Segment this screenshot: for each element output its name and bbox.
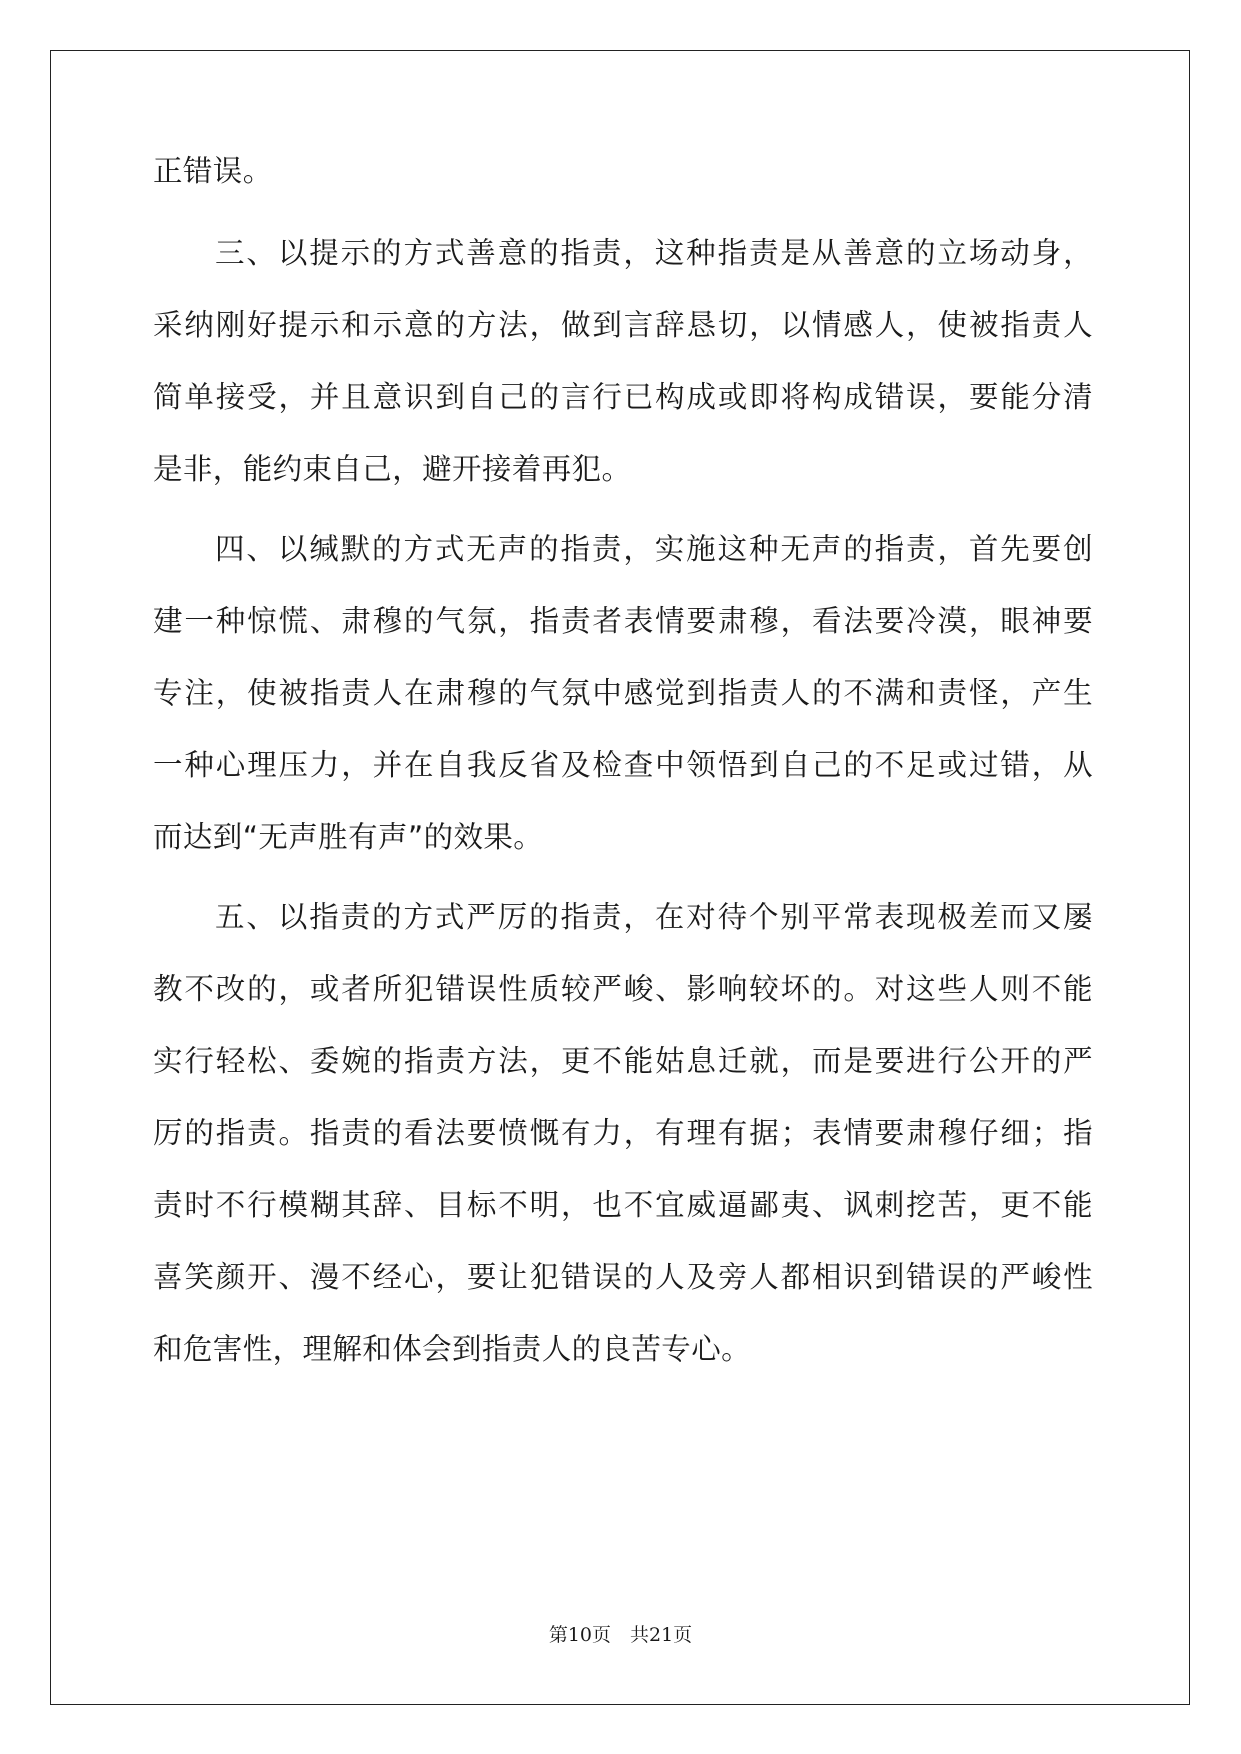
paragraph-4-heading-line: 四、以缄默的方式无声的指责，实施这种无声的指责，首先要创	[215, 532, 1093, 566]
text-line: 而达到“无声胜有声”的效果。	[153, 820, 544, 854]
page-border	[50, 50, 1190, 1705]
text-line: 是非，能约束自己，避开接着再犯。	[153, 452, 632, 486]
text-line: 建一种惊慌、肃穆的气氛，指责者表情要肃穆，看法要冷漠，眼神要	[153, 604, 1093, 638]
text-line: 采纳刚好提示和示意的方法，做到言辞恳切，以情感人，使被指责人	[153, 308, 1093, 342]
text-line: 和危害性，理解和体会到指责人的良苦专心。	[153, 1332, 752, 1366]
text-line: 喜笑颜开、漫不经心，要让犯错误的人及旁人都相识到错误的严峻性	[153, 1260, 1093, 1294]
text-line: 教不改的，或者所犯错误性质较严峻、影响较坏的。对这些人则不能	[153, 972, 1093, 1006]
text-line: 一种心理压力，并在自我反省及检查中领悟到自己的不足或过错，从	[153, 748, 1093, 782]
text-line: 实行轻松、委婉的指责方法，更不能姑息迁就，而是要进行公开的严	[153, 1044, 1093, 1078]
text-line: 责时不行模糊其辞、目标不明，也不宜威逼鄙夷、讽刺挖苦，更不能	[153, 1188, 1093, 1222]
text-line: 正错误。	[153, 154, 273, 188]
text-line: 专注，使被指责人在肃穆的气氛中感觉到指责人的不满和责怪，产生	[153, 676, 1093, 710]
text-line: 简单接受，并且意识到自己的言行已构成或即将构成错误，要能分清	[153, 380, 1093, 414]
paragraph-5-heading-line: 五、以指责的方式严厉的指责，在对待个别平常表现极差而又屡	[215, 900, 1093, 934]
paragraph-3-heading-line: 三、以提示的方式善意的指责，这种指责是从善意的立场动身，	[215, 236, 1093, 270]
text-line: 厉的指责。指责的看法要愤慨有力，有理有据；表情要肃穆仔细；指	[153, 1116, 1093, 1150]
page-number-footer: 第10页 共21页	[548, 1624, 693, 1646]
